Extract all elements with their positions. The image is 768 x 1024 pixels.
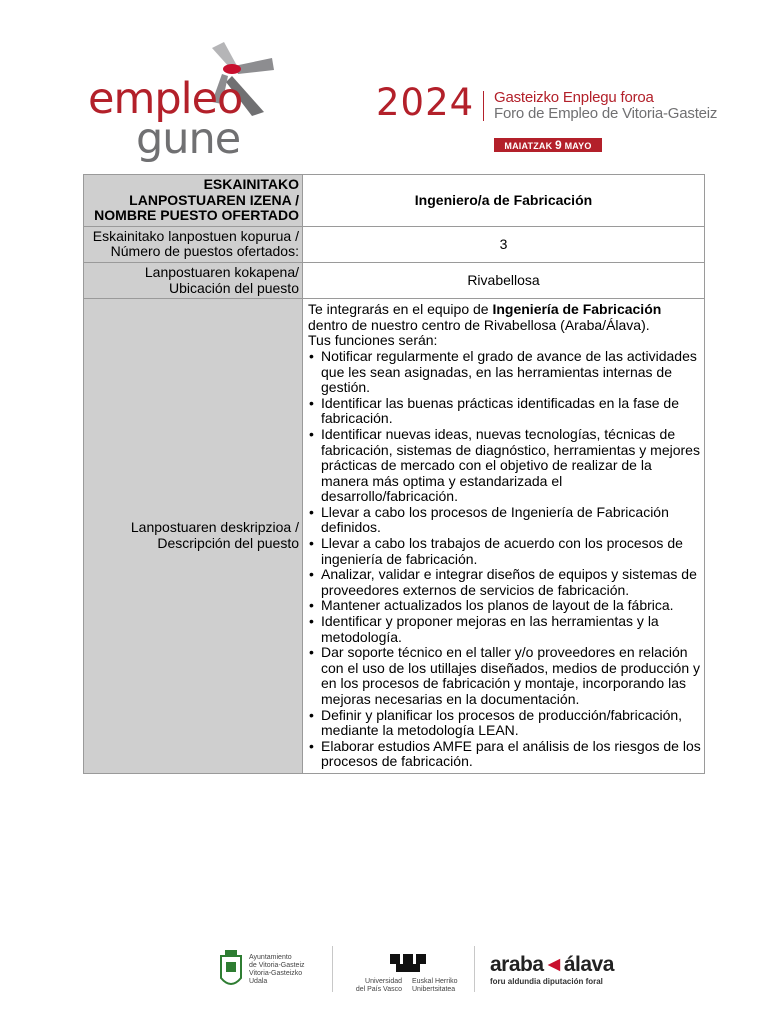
list-item: • Definir y planificar los procesos de producción/fabricación, mediante la metodología LEAN.: [308, 708, 701, 739]
empleo-gune-logo: [84, 38, 294, 163]
city-coat-of-arms-icon: [218, 948, 244, 992]
list-item: • Notificar regularmente el grado de avance de las actividades que les sean asignadas, en las herramientas internas de gestión.: [308, 349, 701, 396]
alava-word: álava: [563, 953, 614, 976]
list-item: • Mantener actualizados los planos de layout de la fábrica.: [308, 598, 701, 614]
text-line: Universidad: [365, 978, 402, 985]
event-date-badge: [494, 138, 602, 152]
text-line: de Vitoria-Gasteiz: [249, 962, 305, 969]
label-line: Descripción del puesto: [157, 535, 299, 552]
list-item: • Analizar, validar e integrar diseños de equipos y sistemas de proveedores externos de servicios de fabricación.: [308, 567, 701, 598]
title-label: [84, 175, 303, 227]
label-line: Eskainitako lanpostuen kopurua /: [92, 227, 299, 244]
text-line: Udala: [249, 978, 268, 985]
forum-title-eu: Gasteizko Enplegu foroa: [494, 89, 654, 106]
job-title-value: Ingeniero/a de Fabricación: [303, 175, 705, 227]
logo-word-gune: gune: [136, 114, 241, 164]
label-line: Lanpostuaren deskripzioa /: [130, 519, 299, 536]
list-item: • Elaborar estudios AMFE para el análisis de los riesgos de los procesos de fabricación.: [308, 739, 701, 770]
footer-divider: [332, 946, 333, 992]
location-value: Rivabellosa: [303, 262, 705, 298]
label-line: Ubicación del puesto: [169, 279, 299, 296]
table-row-location: [84, 262, 705, 298]
intro-text: Te integrarás en el equipo de: [308, 301, 493, 318]
list-item: • Llevar a cabo los trabajos de acuerdo con los procesos de ingeniería de fabricación.: [308, 536, 701, 567]
ayuntamiento-logo: [212, 940, 322, 998]
araba-word: araba: [490, 953, 544, 976]
description-value: [303, 299, 705, 774]
location-label: [84, 262, 303, 298]
list-item: • Llevar a cabo los procesos de Ingeniería de Fabricación definidos.: [308, 505, 701, 536]
intro-team-name: Ingeniería de Fabricación: [492, 301, 662, 318]
upv-emblem-icon: [390, 950, 426, 974]
sponsor-logos: [212, 940, 732, 998]
table-row-title: [84, 175, 705, 227]
upv-ehu-logo: [346, 940, 476, 998]
label-line: NOMBRE PUESTO OFERTADO: [94, 207, 299, 224]
label-line: ESKAINITAKO: [203, 176, 299, 192]
araba-wordmark: araba◄álava: [490, 953, 614, 976]
functions-list: [308, 349, 701, 770]
date-day: 9: [555, 138, 562, 152]
table-row-count: [84, 226, 705, 262]
text-line: Vitoria-Gasteizko: [249, 970, 303, 977]
text-line: Ayuntamiento: [249, 954, 292, 961]
list-item: • Identificar y proponer mejoras en las herramientas y la metodología.: [308, 614, 701, 645]
date-month-es: MAYO: [564, 141, 592, 151]
date-month-eu: MAIATZAK: [504, 141, 553, 151]
positions-count-value: 3: [303, 226, 705, 262]
subtitle-eu: foru aldundia: [490, 977, 541, 986]
text-line: Euskal Herriko: [412, 978, 458, 985]
list-item: • Identificar nuevas ideas, nuevas tecnologías, técnicas de fabricación, sistemas de diagnóstico, herramientas y mejores prácticas de mercado con el objetivo de realizar de la manera más optima y estandarizada el desarrollo/fabricación.: [308, 427, 701, 505]
label-line: Lanpostuaren kokapena/: [144, 263, 299, 280]
intro-text: dentro de nuestro centro de Rivabellosa (Araba/Álava).: [308, 316, 650, 333]
label-line: LANPOSTUAREN IZENA /: [129, 191, 299, 208]
text-line: Unibertsitatea: [412, 986, 456, 993]
list-item: • Dar soporte técnico en el taller y/o proveedores en relación con el uso de los utillajes diseñados, medios de producción y en los procesos de fabricación y montaje, incorporando las mejoras necesarias en la documentación.: [308, 645, 701, 707]
logo-word-empleo: empleo: [88, 74, 243, 124]
ayuntamiento-text: [249, 954, 305, 986]
list-item: • Identificar las buenas prácticas identificadas en la fase de fabricación.: [308, 396, 701, 427]
araba-alava-logo: [490, 940, 630, 998]
footer-divider: [474, 946, 475, 992]
label-line: Número de puestos ofertados:: [110, 243, 299, 260]
araba-subtitle: [490, 978, 603, 986]
functions-heading: Tus funciones serán:: [308, 332, 438, 349]
header-divider: [483, 91, 484, 121]
subtitle-es: diputación foral: [542, 977, 603, 986]
job-offer-table: [83, 174, 705, 774]
upv-text-es: [350, 978, 402, 994]
text-line: del País Vasco: [355, 986, 402, 993]
table-row-description: [84, 299, 705, 774]
count-label: [84, 226, 303, 262]
description-intro: [308, 302, 701, 333]
upv-text-eu: [412, 978, 458, 994]
forum-title-es: Foro de Empleo de Vitoria-Gasteiz: [494, 105, 718, 122]
description-label: [84, 299, 303, 774]
event-year: 2024: [376, 81, 475, 124]
